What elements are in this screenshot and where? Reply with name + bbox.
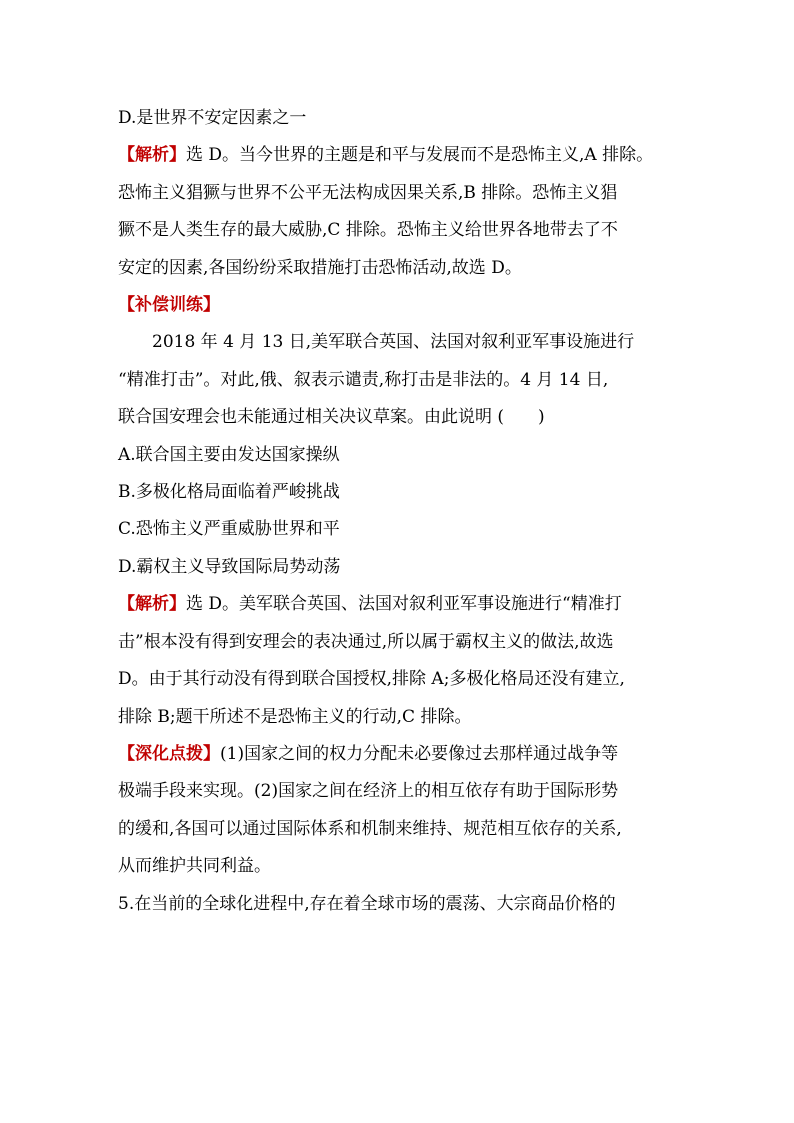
deepening-line-2: 极端手段来实现。(2)国家之间在经济上的相互依存有助于国际形势	[118, 781, 619, 802]
analysis-2-line-1: 选 D。美军联合英国、法国对叙利亚军事设施进行“精准打	[186, 594, 622, 615]
supplement-stem-line-1: 2018 年 4 月 13 日,美军联合英国、法国对叙利亚军事设施进行	[152, 332, 635, 353]
analysis-1-line-4: 安定的因素,各国纷纷采取措施打击恐怖活动,故选 D。	[118, 257, 522, 278]
analysis-2-line-2: 击”根本没有得到安理会的表决通过,所以属于霸权主义的做法,故选	[118, 631, 614, 652]
supplement-stem-line-3: 联合国安理会也未能通过相关决议草案。由此说明 ( )	[118, 407, 545, 428]
deepening-tag: 【深化点拨】	[118, 743, 220, 764]
deepening-note	[118, 736, 678, 886]
deepening-line-3: 的缓和,各国可以通过国际体系和机制来维持、规范相互依存的关系,	[118, 818, 622, 839]
analysis-tag: 【解析】	[118, 145, 186, 166]
analysis-2-line-4: 排除 B;题干所述不是恐怖主义的行动,C 排除。	[118, 706, 472, 727]
supplement-tag: 【补偿训练】	[118, 295, 220, 316]
analysis-1-line-2: 恐怖主义猖獗与世界不公平无法构成因果关系,B 排除。恐怖主义猖	[118, 182, 618, 203]
analysis-1-line-1: 选 D。当今世界的主题是和平与发展而不是恐怖主义,A 排除。	[186, 145, 654, 166]
supplement-option-d: D.霸权主义导致国际局势动荡	[118, 556, 341, 577]
supplement-option-c: C.恐怖主义严重威胁世界和平	[118, 519, 340, 540]
supplement-option-b: B.多极化格局面临着严峻挑战	[118, 482, 340, 503]
deepening-line-4: 从而维护共同利益。	[118, 856, 271, 877]
analysis-2-line-3: D。由于其行动没有得到联合国授权,排除 A;多极化格局还没有建立,	[118, 669, 625, 690]
q4-option-d: D.是世界不安定因素之一	[118, 108, 307, 128]
analysis-tag: 【解析】	[118, 594, 186, 615]
supplement-stem-line-2: “精准打击”。对此,俄、叙表示谴责,称打击是非法的。4 月 14 日,	[118, 369, 609, 390]
analysis-1-line-3: 獗不是人类生存的最大威胁,C 排除。恐怖主义给世界各地带去了不	[118, 220, 618, 241]
analysis-1	[118, 137, 678, 287]
analysis-2	[118, 586, 678, 736]
document-page	[118, 100, 678, 923]
question-5-line: 5.在当前的全球化进程中,存在着全球市场的震荡、大宗商品价格的	[118, 893, 616, 914]
supplement-option-a: A.联合国主要由发达国家操纵	[118, 444, 340, 465]
supplement-question	[118, 324, 678, 586]
deepening-line-1: (1)国家之间的权力分配未必要像过去那样通过战争等	[220, 743, 619, 764]
